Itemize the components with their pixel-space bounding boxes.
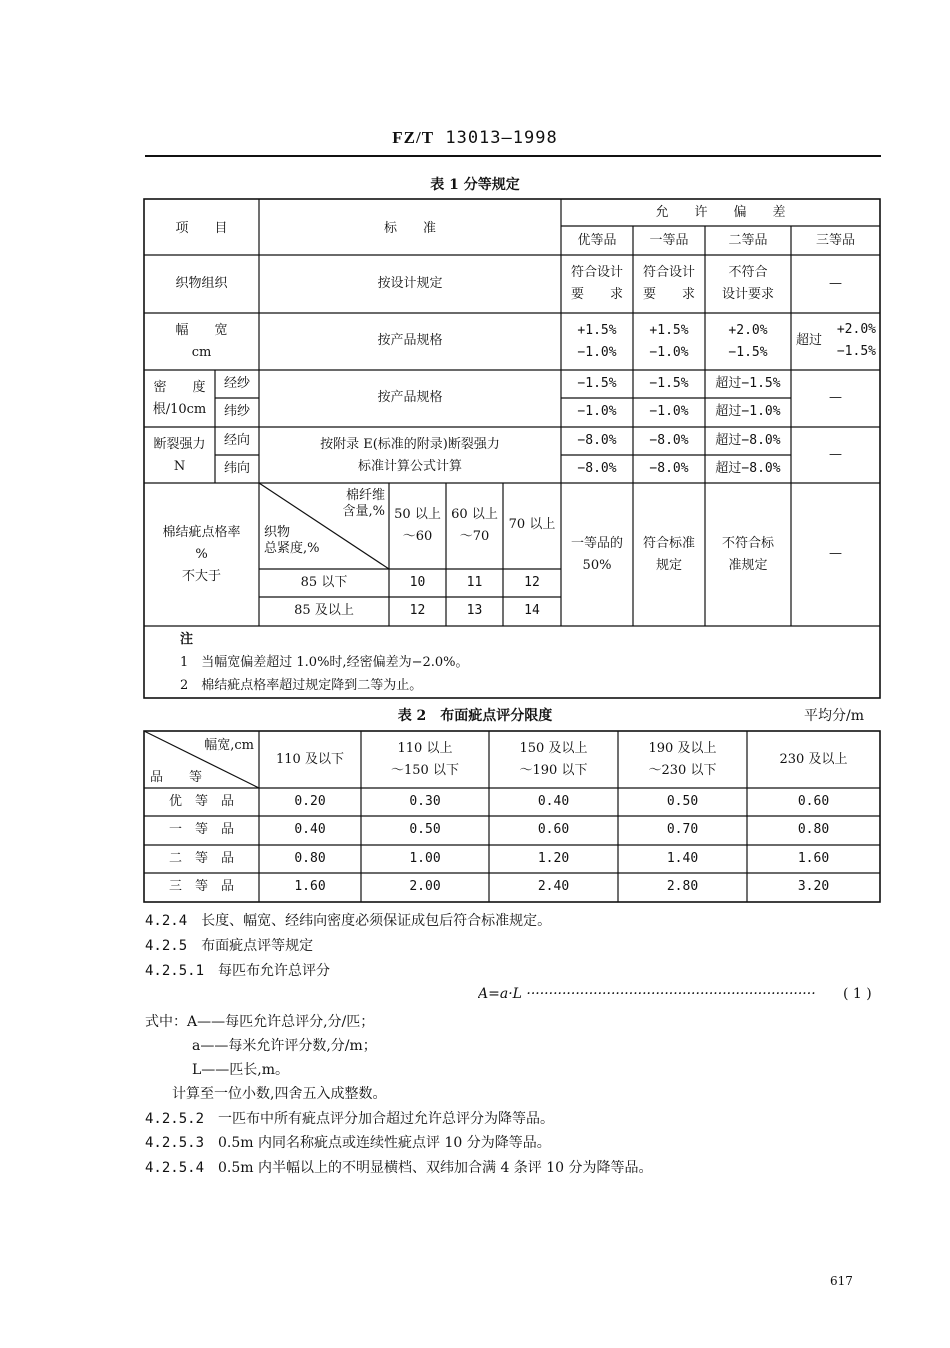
t1-neps-diag-bottom: 织物 总紧度,% (264, 525, 320, 556)
clause-4-2-5-1: 4.2.5.1 每匹布允许总评分 (145, 963, 331, 979)
t1-weave-v3: 不符合 设计要求 (721, 265, 774, 302)
t1-neps-v2: 符合标准 规定 (642, 536, 695, 573)
t1-width-v2: +1.5% −1.0% (649, 323, 689, 360)
calc-note: 计算至一位小数,四舍五入成整数。 (172, 1086, 387, 1102)
formula: A=a·L ································································· (478, 986, 816, 1002)
t2-row1-v5: 0.60 (797, 794, 830, 809)
t1-neps-col-3: 70 以上 (508, 517, 556, 532)
t1-head-item: 项 目 (175, 221, 228, 236)
t1-strength-label: 断裂强力 N (153, 437, 206, 474)
t1-strength-warp-v1: −8.0% (577, 433, 617, 448)
t1-density-weft-v1: −1.0% (577, 404, 617, 419)
standard-code (0, 128, 950, 148)
table2-caption: 表 2 布面疵点评分限度 (397, 708, 553, 724)
t1-head-standard: 标 准 (383, 221, 436, 236)
t2-col-4: 190 及以上 ～230 以下 (648, 741, 717, 778)
t1-density-weft-v2: −1.0% (649, 404, 689, 419)
t1-density-weft-v3: 超过−1.0% (715, 404, 781, 419)
t1-density-std: 按产品规格 (377, 390, 443, 405)
t2-row3-v3: 1.20 (537, 851, 570, 866)
t2-row1-v2: 0.30 (409, 794, 441, 809)
t1-strength-std: 按附录 E(标准的附录)断裂强力 标准计算公式计算 (320, 437, 500, 474)
t1-density-warp-v3: 超过−1.5% (715, 376, 781, 391)
t1-neps-v4: — (829, 546, 842, 561)
t1-density-warp: 经纱 (223, 376, 250, 391)
t1-strength-weft: 纬向 (223, 461, 250, 476)
clause-4-2-5-3: 4.2.5.3 0.5m 内同名称疵点或连续性疵点评 10 分为降等品。 (145, 1135, 551, 1151)
code-number: 13013—1998 (445, 128, 558, 148)
t1-neps-col-1: 50 以上 ～60 (394, 507, 441, 544)
formula-number: ( 1 ) (843, 986, 872, 1002)
t1-grade-2: 一等品 (649, 233, 689, 248)
header-rule (145, 155, 881, 157)
t2-row3-v1: 0.80 (294, 851, 326, 866)
t1-neps-row1-label: 85 以下 (300, 575, 348, 590)
t2-diag-bottom: 品 等 (150, 770, 203, 785)
t1-strength-weft-v3: 超过−8.0% (715, 461, 781, 476)
t1-neps-row1-v1: 10 (409, 575, 426, 590)
t1-density-v4: — (829, 390, 842, 405)
t1-strength-warp-v3: 超过−8.0% (715, 433, 781, 448)
t1-weave-v1: 符合设计 要 求 (570, 265, 623, 302)
t2-col-5: 230 及以上 (779, 752, 848, 767)
t1-weave-std: 按设计规定 (377, 276, 443, 291)
t1-neps-col-2: 60 以上 ～70 (451, 507, 498, 544)
t1-neps-v3: 不符合标 准规定 (721, 536, 774, 573)
t2-row4-label: 三 等 品 (168, 879, 234, 894)
t2-row2-v2: 0.50 (409, 822, 441, 837)
t2-row4-v5: 3.20 (797, 879, 830, 894)
t2-row3-label: 二 等 品 (168, 851, 234, 866)
t1-strength-weft-v2: −8.0% (649, 461, 689, 476)
t1-weave-label: 织物组织 (175, 276, 228, 291)
t2-row4-v4: 2.80 (666, 879, 699, 894)
t1-weave-v4: — (829, 276, 842, 291)
clause-4-2-5-2: 4.2.5.2 一匹布中所有疵点评分加合超过允许总评分为降等品。 (145, 1111, 555, 1127)
t1-density-warp-v1: −1.5% (577, 376, 617, 391)
page-number: 617 (830, 1274, 853, 1288)
t1-strength-warp-v2: −8.0% (649, 433, 689, 448)
t1-width-v3: +2.0% −1.5% (728, 323, 768, 360)
t2-row1-v3: 0.40 (537, 794, 570, 809)
t1-neps-row2-v3: 14 (524, 603, 540, 618)
clause-4-2-5: 4.2.5 布面疵点评等规定 (145, 938, 314, 954)
t2-row4-v2: 2.00 (409, 879, 441, 894)
t2-row3-v4: 1.40 (666, 851, 699, 866)
t2-row3-v5: 1.60 (797, 851, 830, 866)
t1-width-v4b: −1.5% (836, 344, 876, 359)
t2-row1-v1: 0.20 (294, 794, 326, 809)
t1-width-v4a: +2.0% (836, 322, 876, 337)
t1-width-v1: +1.5% −1.0% (577, 323, 617, 360)
t2-row2-label: 一 等 品 (168, 822, 234, 837)
where-b: a——每米允许评分数,分/m； (192, 1038, 377, 1054)
t1-grade-4: 三等品 (815, 233, 855, 248)
t1-width-v4-prefix: 超过 (796, 333, 823, 348)
t2-row4-v1: 1.60 (294, 879, 326, 894)
t1-density-label: 密 度 根/10cm (152, 380, 207, 417)
t1-grade-1: 优等品 (577, 233, 617, 248)
t2-row2-v1: 0.40 (294, 822, 326, 837)
t2-row4-v3: 2.40 (537, 879, 570, 894)
clause-4-2-5-4: 4.2.5.4 0.5m 内半幅以上的不明显横档、双纬加合满 4 条评 10 分为降等品。 (145, 1160, 653, 1176)
t2-col-1: 110 及以下 (276, 752, 344, 767)
t2-col-3: 150 及以上 ～190 以下 (519, 741, 588, 778)
t1-note-1: 1 当幅宽偏差超过 1.0%时,经密偏差为−2.0%。 (180, 655, 469, 670)
t1-weave-v2: 符合设计 要 求 (642, 265, 695, 302)
t1-neps-row2-v2: 13 (466, 603, 483, 618)
t2-row2-v3: 0.60 (537, 822, 570, 837)
t1-note-2: 2 棉结疵点格率超过规定降到二等为止。 (180, 678, 423, 693)
t2-row1-label: 优 等 品 (168, 794, 234, 809)
t1-width-std: 按产品规格 (377, 333, 443, 348)
t1-neps-diag-top: 棉纤维 含量,% (342, 488, 385, 519)
t1-neps-v1: 一等品的 50% (570, 536, 623, 573)
t1-strength-weft-v1: −8.0% (577, 461, 617, 476)
t2-row1-v4: 0.50 (666, 794, 699, 809)
t1-neps-row2-v1: 12 (409, 603, 426, 618)
t1-neps-row1-v2: 11 (466, 575, 483, 590)
t1-neps-row1-v3: 12 (524, 575, 540, 590)
code-prefix: FZ/T (392, 128, 435, 147)
t1-density-warp-v2: −1.5% (649, 376, 689, 391)
t2-col-2: 110 以上 ～150 以下 (391, 741, 459, 778)
clause-4-2-4: 4.2.4 长度、幅宽、经纬向密度必须保证成包后符合标准规定。 (145, 913, 552, 929)
table1-caption: 表 1 分等规定 (430, 177, 520, 193)
t1-neps-row2-label: 85 及以上 (294, 603, 354, 618)
t2-row2-v4: 0.70 (666, 822, 699, 837)
t2-row3-v2: 1.00 (409, 851, 441, 866)
t1-width-label: 幅 宽 cm (175, 323, 228, 360)
t2-diag-top: 幅宽,cm (204, 738, 254, 753)
t1-strength-warp: 经向 (223, 433, 250, 448)
t1-notes-title: 注 (180, 632, 194, 647)
where-c: L——匹长,m。 (192, 1062, 290, 1078)
t1-neps-label: 棉结疵点格率 % 不大于 (162, 525, 241, 584)
where-a: 式中：A——每匹允许总评分,分/匹； (145, 1014, 375, 1030)
t1-head-deviation: 允 许 偏 差 (655, 205, 786, 220)
t2-row2-v5: 0.80 (797, 822, 830, 837)
table2-unit: 平均分/m (804, 708, 864, 724)
t1-density-weft: 纬纱 (223, 404, 250, 419)
t1-strength-v4: — (829, 447, 842, 462)
t1-grade-3: 二等品 (728, 233, 768, 248)
